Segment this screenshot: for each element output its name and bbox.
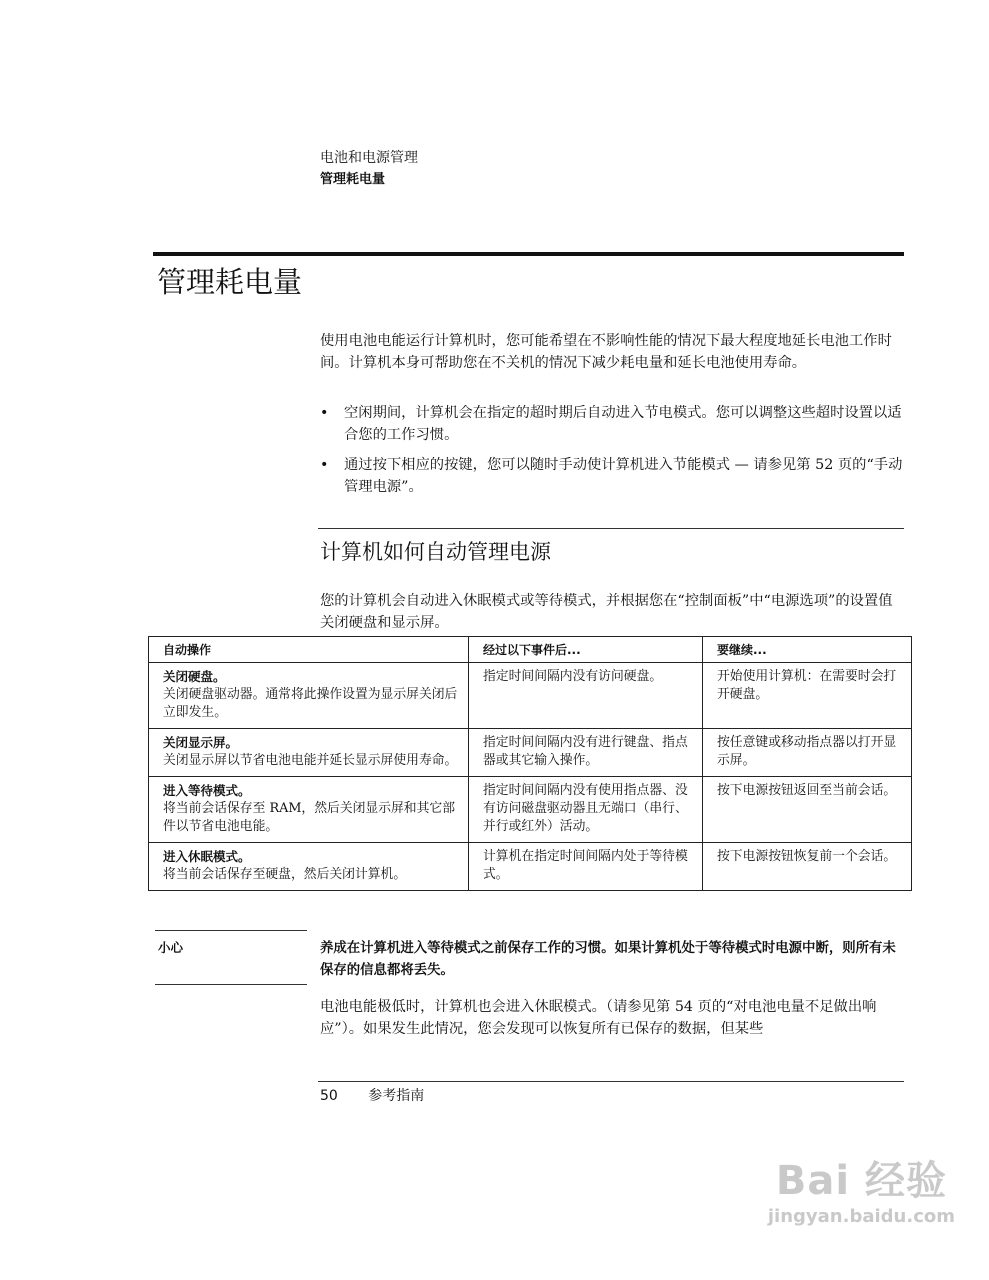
action-desc: 关闭显示屏以节省电池电能并延长显示屏使用寿命。 — [163, 753, 458, 768]
table-header-row — [149, 637, 912, 663]
resume-cell: 开始使用计算机：在需要时会打开硬盘。 — [703, 663, 912, 729]
caution-rule-bottom — [155, 984, 307, 985]
subintro-paragraph: 您的计算机会自动进入休眠模式或等待模式，并根据您在“控制面板”中“电源选项”的设置值关闭硬盘和显示屏。 — [320, 593, 893, 631]
page-number: 50 — [320, 1088, 338, 1104]
after-cell: 计算机在指定时间间隔内处于等待模式。 — [469, 843, 703, 891]
resume-cell: 按下电源按钮返回至当前会话。 — [703, 777, 912, 843]
action-cell — [149, 729, 469, 777]
action-cell — [149, 663, 469, 729]
header-action: 自动操作 — [149, 637, 469, 663]
caution-text: 养成在计算机进入等待模式之前保存工作的习惯。如果计算机处于等待模式时电源中断，则所有未保存的信息都将丢失。 — [320, 941, 896, 978]
running-header — [320, 148, 418, 190]
action-title: 进入休眠模式。 — [163, 849, 251, 864]
intro-paragraph: 使用电池电能运行计算机时，您可能希望在不影响性能的情况下最大程度地延长电池工作时间。计算机本身可帮助您在不关机的情况下减少耗电量和延长电池使用寿命。 — [320, 333, 892, 371]
table-row — [149, 777, 912, 843]
after-cell: 指定时间间隔内没有使用指点器、没有访问磁盘驱动器且无端口（串行、并行或红外）活动。 — [469, 777, 703, 843]
action-cell — [149, 777, 469, 843]
page-title: 管理耗电量 — [157, 265, 303, 299]
page-footer — [320, 1086, 424, 1106]
bullet-list — [320, 402, 906, 506]
bullet-item: • 空闲期间，计算机会在指定的超时期后自动进入节电模式。您可以调整这些超时设置以适合您的工作习惯。 — [320, 402, 906, 446]
watermark-brand — [768, 1158, 955, 1204]
baidu-watermark — [768, 1158, 955, 1228]
after-cell: 指定时间间隔内没有进行键盘、指点器或其它输入操作。 — [469, 729, 703, 777]
footer-rule — [318, 1081, 904, 1082]
footer-title: 参考指南 — [368, 1088, 425, 1104]
action-title: 关闭显示屏。 — [163, 735, 239, 750]
caution-label: 小心 — [158, 940, 184, 955]
action-cell — [149, 843, 469, 891]
resume-cell: 按下电源按钮恢复前一个会话。 — [703, 843, 912, 891]
table-row — [149, 729, 912, 777]
table-row — [149, 843, 912, 891]
header-resume: 要继续... — [703, 637, 912, 663]
action-desc: 关闭硬盘驱动器。通常将此操作设置为显示屏关闭后立即发生。 — [163, 687, 458, 720]
action-title: 关闭硬盘。 — [163, 669, 226, 684]
table-row — [149, 663, 912, 729]
resume-cell: 按任意键或移动指点器以打开显示屏。 — [703, 729, 912, 777]
closing-paragraph: 电池电能极低时，计算机也会进入休眠模式。（请参见第 54 页的“对电池电量不足做出响应”）。如果发生此情况，您会发现可以恢复所有已保存的数据，但某些 — [320, 999, 877, 1037]
section-rule — [318, 528, 904, 529]
bullet-item: • 通过按下相应的按键，您可以随时手动使计算机进入节能模式 — 请参见第 52 页的“手动管理电源”。 — [320, 454, 906, 498]
power-actions-table — [148, 636, 912, 891]
watermark-brand-text: Bai 经验 — [775, 1158, 947, 1204]
caution-rule-top — [155, 930, 307, 931]
action-title: 进入等待模式。 — [163, 783, 251, 798]
action-desc: 将当前会话保存至 RAM，然后关闭显示屏和其它部件以节省电池电能。 — [163, 801, 455, 834]
after-cell: 指定时间间隔内没有访问硬盘。 — [469, 663, 703, 729]
section-title: 管理耗电量 — [320, 172, 386, 187]
top-rule — [153, 252, 904, 256]
subheading: 计算机如何自动管理电源 — [320, 540, 551, 564]
header-after: 经过以下事件后... — [469, 637, 703, 663]
watermark-url: jingyan.baidu.com — [767, 1206, 955, 1227]
action-desc: 将当前会话保存至硬盘，然后关闭计算机。 — [163, 867, 407, 882]
chapter-title: 电池和电源管理 — [320, 150, 418, 166]
